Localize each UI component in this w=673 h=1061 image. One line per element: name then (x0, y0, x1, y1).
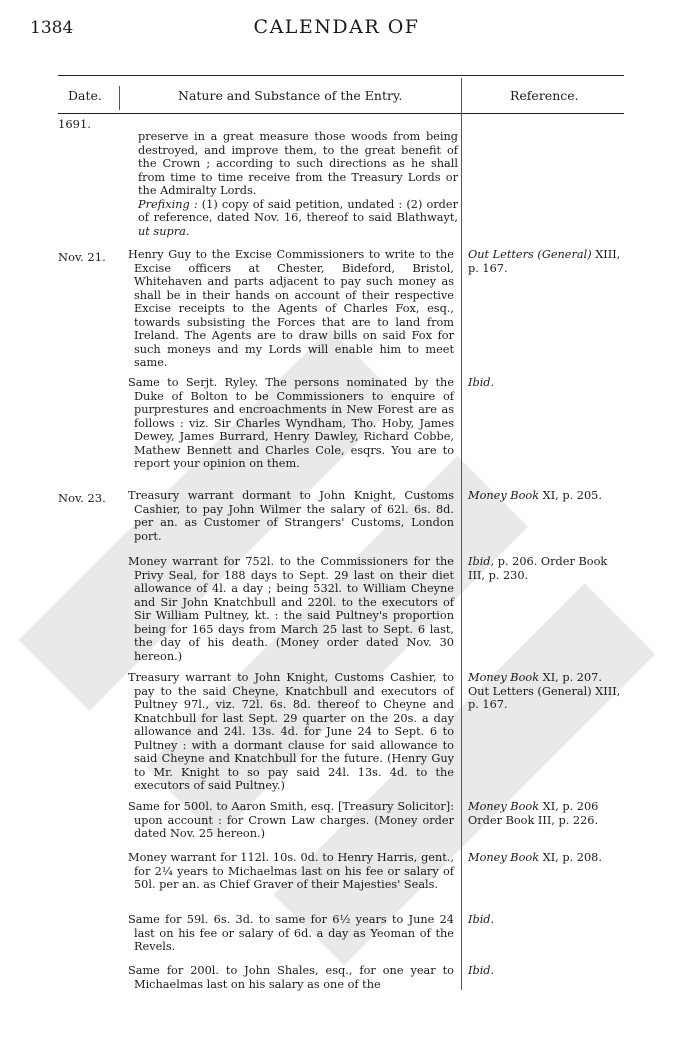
entry-text: preserve in a great measure those woods from being destroyed, and improve them, to the great benefit of the Crown ; according to such directions as he shall from time to time receive from the Treasury Lords or the Admiralty Lords. (138, 130, 458, 197)
column-divider-right (461, 78, 462, 990)
reference-italic: Money Book (468, 851, 540, 864)
reference-text: XI, p. 207. Out Letters (General) XIII, p. 167. (468, 671, 621, 711)
reference-italic: Ibid. (468, 913, 495, 926)
reference-text: XIII, p. 167. (468, 248, 621, 275)
entry-reference (468, 555, 624, 582)
reference-italic: Ibid, (468, 555, 495, 568)
reference-italic: Ibid. (468, 964, 495, 977)
reference-text: XI, p. 205. (542, 489, 602, 502)
entry-text: Money warrant for 112l. 10s. 0d. to Henry Harris, gent., for 2¼ years to Michaelmas last on his fee or salary of 50l. per an. as Chief Graver of their Majesties' Seals. (128, 851, 454, 891)
column-divider-left (119, 86, 120, 110)
entry-text: Same to Serjt. Ryley. The persons nominated by the Duke of Bolton to be Commissioners to enquire of purprestures and encroachments in New Forest are as follows : viz. Sir Charles Wyndham, Tho. Hoby, James Dewey, James Burrard, Henry Dawley, Richard Cobbe, Mathew Bennett and Charles Cole, esqrs. You are to report your opinion on them. (128, 376, 454, 470)
entry-text: Same for 500l. to Aaron Smith, esq. [Treasury Solicitor]: upon account : for Crown Law charges. (Money order dated Nov. 25 hereon.) (128, 800, 454, 840)
reference-text: XI, p. 208. (542, 851, 602, 864)
prefix-label: Prefixing : (138, 197, 198, 211)
running-head: CALENDAR OF (253, 16, 420, 38)
entry-reference (468, 489, 624, 503)
entry-italic: ut supra. (138, 224, 190, 238)
page-number: 1384 (30, 18, 74, 38)
reference-text: XI, p. 206 Order Book III, p. 226. (468, 800, 599, 827)
entry-text: Same for 59l. 6s. 3d. to same for 6½ years to June 24 last on his fee or salary of 6d. a day as Yeoman of the Revels. (128, 913, 454, 953)
entry-reference (468, 851, 624, 865)
header-bottom-rule (58, 113, 624, 114)
entry-reference (468, 248, 624, 275)
header-top-rule (58, 75, 624, 76)
entry-text: Money warrant for 752l. to the Commissioners for the Privy Seal, for 188 days to Sept. 29 last on their diet allowance of 4l. a day ; being 532l. to William Cheyne and Sir John Knatchbull and 220l. to the executors of Sir William Pultney, kt. : the said Pultney's proportion being for 165 days from March 25 last to Sept. 6 last, the day of his death. (Money order dated Nov. 30 hereon.) (128, 555, 454, 663)
reference-text: p. 206. Order Book III, p. 230. (468, 555, 608, 582)
entry-reference (468, 913, 624, 927)
reference-italic: Money Book (468, 489, 540, 502)
entry-text: (1) copy of said petition, undated : (2) order of reference, dated Nov. 16, thereof to said Blathwayt, (138, 197, 458, 224)
column-header-nature: Nature and Substance of the Entry. (178, 88, 403, 103)
reference-italic: Out Letters (General) (468, 248, 592, 261)
entry-reference (468, 671, 624, 712)
entry-text: Treasury warrant dormant to John Knight, Customs Cashier, to pay John Wilmer the salary of 62l. 6s. 8d. per an. as Customer of Strangers' Customs, London port. (128, 489, 454, 543)
reference-italic: Money Book (468, 671, 540, 684)
column-header-date: Date. (68, 88, 102, 103)
entry-date: Nov. 21. (58, 250, 106, 264)
entry-continuation (128, 130, 458, 238)
reference-italic: Money Book (468, 800, 540, 813)
reference-italic: Ibid. (468, 376, 495, 389)
entry-reference (468, 376, 624, 390)
column-header-reference: Reference. (510, 88, 579, 103)
entry-text: Treasury warrant to John Knight, Customs Cashier, to pay to the said Cheyne, Knatchbull and executors of Pultney 97l., viz. 72l. 6s. 8d. thereof to Cheyne and Knatchbull for last Sept. 29 quarter on the 20s. a day allowance and 24l. 13s. 4d. for June 24 to Sept. 6 to Pultney : with a dormant clause for said allowance to said Cheyne and Knatchbull for the future. (Henry Guy to Mr. Knight to so pay said 24l. 13s. 4d. to the executors of said Pultney.) (128, 671, 454, 792)
entry-date: Nov. 23. (58, 491, 106, 505)
entry-text: Same for 200l. to John Shales, esq., for one year to Michaelmas last on his salary as one of the (128, 964, 454, 991)
entry-reference (468, 964, 624, 978)
entry-text: Henry Guy to the Excise Commissioners to write to the Excise officers at Chester, Bideford, Bristol, Whitehaven and parts adjacent to pay such money as shall be in their hands on account of their respective Excise receipts to the Agents of Charles Fox, esq., towards subsisting the Forces that are to land from Ireland. The Agents are to draw bills on said Fox for such moneys and my Lords will enable him to meet same. (128, 248, 454, 369)
entry-reference (468, 800, 624, 827)
year-marker: 1691. (58, 117, 91, 131)
